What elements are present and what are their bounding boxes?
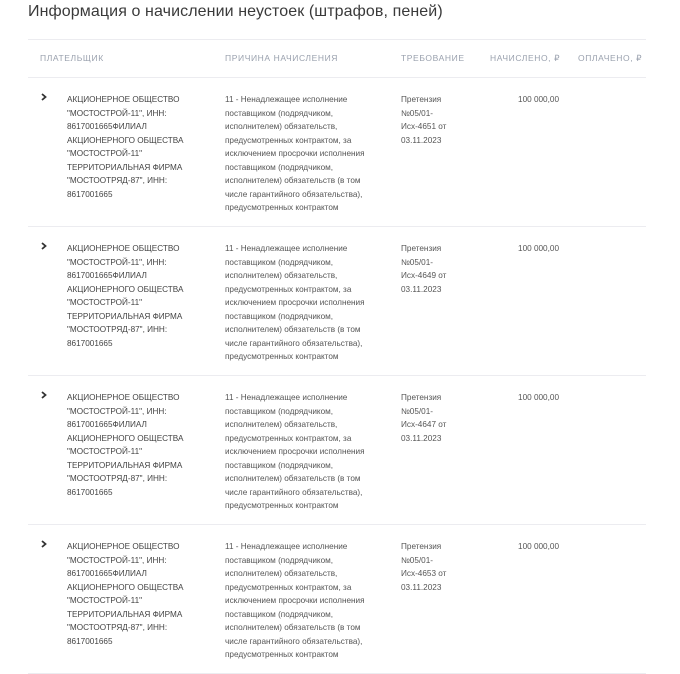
requirement-cell: Претензия №05/01-Исх-4647 от 03.11.2023	[401, 393, 447, 443]
table-row[interactable]	[28, 525, 646, 674]
table-row[interactable]	[28, 227, 646, 376]
column-header-accrued[interactable]: НАЧИСЛЕНО, ₽	[490, 53, 561, 63]
payer-cell: АКЦИОНЕРНОЕ ОБЩЕСТВО "МОСТОСТРОЙ-11", ИНН: 8617001665ФИЛИАЛ АКЦИОНЕРНОГО ОБЩЕСТВА "МОСТОСТРОЙ-11" ТЕРРИТОРИАЛЬНАЯ ФИРМА "МОСТООТРЯД-87", ИНН: 8617001665	[67, 244, 184, 348]
payer-cell: АКЦИОНЕРНОЕ ОБЩЕСТВО "МОСТОСТРОЙ-11", ИНН: 8617001665ФИЛИАЛ АКЦИОНЕРНОГО ОБЩЕСТВА "МОСТОСТРОЙ-11" ТЕРРИТОРИАЛЬНАЯ ФИРМА "МОСТООТРЯД-87", ИНН: 8617001665	[67, 95, 184, 199]
column-header-paid[interactable]: ОПЛАЧЕНО, ₽	[578, 53, 643, 63]
chevron-right-icon[interactable]	[39, 92, 49, 102]
accrued-cell: 100 000,00	[518, 95, 559, 104]
table-row[interactable]	[28, 376, 646, 525]
reason-cell: 11 - Ненадлежащее исполнение поставщиком (подрядчиком, исполнителем) обязательств, предусмотренных контрактом, за исключением просрочки исполнения поставщиком (подрядчиком, исполнителем) обязательств (в том числе гарантийного обязательства), предусмотренных контрактом	[225, 393, 365, 510]
reason-cell: 11 - Ненадлежащее исполнение поставщиком (подрядчиком, исполнителем) обязательств, предусмотренных контрактом, за исключением просрочки исполнения поставщиком (подрядчиком, исполнителем) обязательств (в том числе гарантийного обязательства), предусмотренных контрактом	[225, 95, 365, 212]
accrued-cell: 100 000,00	[518, 393, 559, 402]
table-header	[28, 39, 646, 78]
requirement-cell: Претензия №05/01-Исх-4651 от 03.11.2023	[401, 95, 447, 145]
chevron-right-icon[interactable]	[39, 241, 49, 251]
requirement-cell: Претензия №05/01-Исх-4649 от 03.11.2023	[401, 244, 447, 294]
column-header-payer[interactable]: ПЛАТЕЛЬЩИК	[40, 53, 104, 63]
table-row[interactable]	[28, 78, 646, 227]
accrued-cell: 100 000,00	[518, 542, 559, 551]
requirement-cell: Претензия №05/01-Исх-4653 от 03.11.2023	[401, 542, 447, 592]
reason-cell: 11 - Ненадлежащее исполнение поставщиком (подрядчиком, исполнителем) обязательств, предусмотренных контрактом, за исключением просрочки исполнения поставщиком (подрядчиком, исполнителем) обязательств (в том числе гарантийного обязательства), предусмотренных контрактом	[225, 542, 365, 659]
accrued-cell: 100 000,00	[518, 244, 559, 253]
chevron-right-icon[interactable]	[39, 390, 49, 400]
payer-cell: АКЦИОНЕРНОЕ ОБЩЕСТВО "МОСТОСТРОЙ-11", ИНН: 8617001665ФИЛИАЛ АКЦИОНЕРНОГО ОБЩЕСТВА "МОСТОСТРОЙ-11" ТЕРРИТОРИАЛЬНАЯ ФИРМА "МОСТООТРЯД-87", ИНН: 8617001665	[67, 542, 184, 646]
penalties-table	[28, 39, 646, 674]
page-title: Информация о начислении неустоек (штрафов, пеней)	[28, 3, 443, 20]
column-header-reason[interactable]: ПРИЧИНА НАЧИСЛЕНИЯ	[225, 53, 339, 63]
column-header-requirement[interactable]: ТРЕБОВАНИЕ	[401, 53, 465, 63]
reason-cell: 11 - Ненадлежащее исполнение поставщиком (подрядчиком, исполнителем) обязательств, предусмотренных контрактом, за исключением просрочки исполнения поставщиком (подрядчиком, исполнителем) обязательств (в том числе гарантийного обязательства), предусмотренных контрактом	[225, 244, 365, 361]
chevron-right-icon[interactable]	[39, 539, 49, 549]
payer-cell: АКЦИОНЕРНОЕ ОБЩЕСТВО "МОСТОСТРОЙ-11", ИНН: 8617001665ФИЛИАЛ АКЦИОНЕРНОГО ОБЩЕСТВА "МОСТОСТРОЙ-11" ТЕРРИТОРИАЛЬНАЯ ФИРМА "МОСТООТРЯД-87", ИНН: 8617001665	[67, 393, 184, 497]
